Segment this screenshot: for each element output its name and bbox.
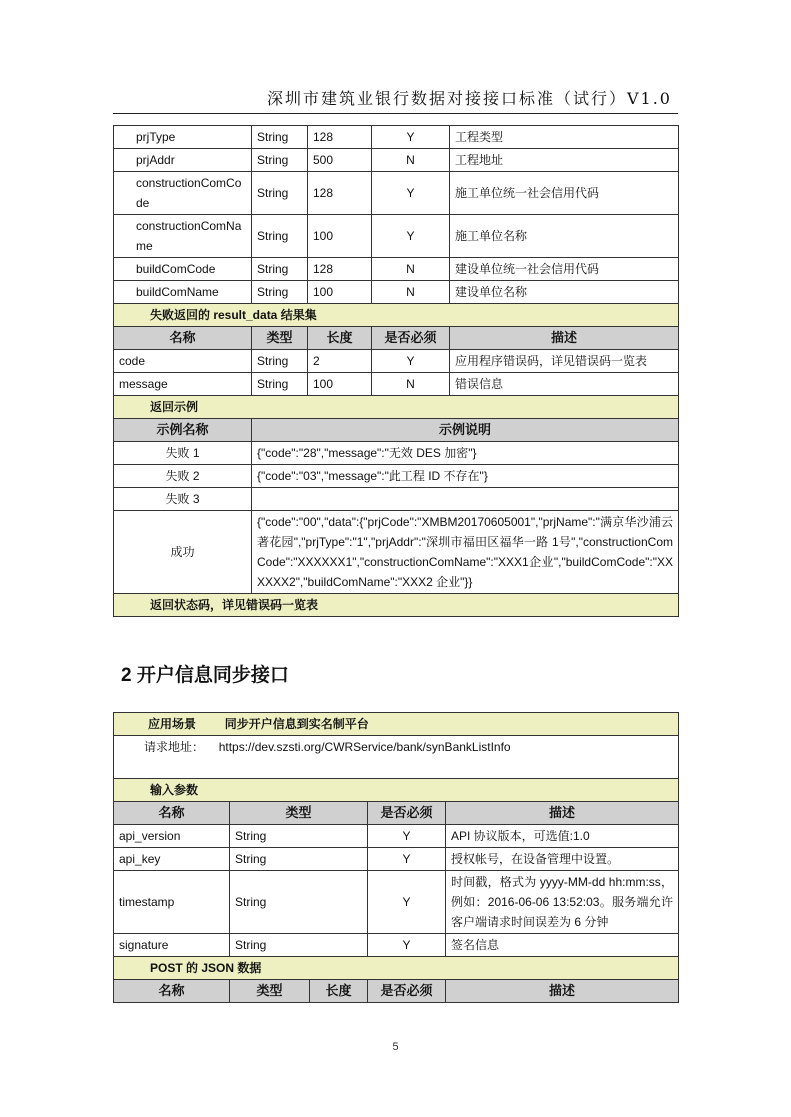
scene-value: 同步开户信息到实名制平台 <box>224 717 369 731</box>
field-name: timestamp <box>114 871 230 934</box>
field-type: String <box>252 149 308 172</box>
column-header-example-desc: 示例说明 <box>252 419 679 442</box>
table-row <box>114 511 679 594</box>
table-row <box>114 934 679 957</box>
field-type: String <box>252 373 308 396</box>
field-name: signature <box>114 934 230 957</box>
example-desc: {"code":"00","data":{"prjCode":"XMBM20170605001","prjName":"满京华沙浦云著花园","prjType":"1","prjAddr":"深圳市福田区福华一路 1号","constructionComCode":"XXXXXX1","constructionComName":"XXX1企业","buildComCode":"XXXXXX2","buildComName":"XXX2 企业"}} <box>252 511 679 594</box>
example-desc <box>252 488 679 511</box>
field-length: 2 <box>308 350 372 373</box>
column-header-required: 是否必须 <box>368 980 446 1003</box>
field-length: 100 <box>308 281 372 304</box>
section-heading: 2 开户信息同步接口 <box>121 665 289 686</box>
column-header-name: 名称 <box>114 327 252 350</box>
table-row <box>114 465 679 488</box>
header-divider <box>113 113 678 114</box>
field-desc: 建设单位名称 <box>450 281 679 304</box>
column-header-length: 长度 <box>308 327 372 350</box>
field-name: api_key <box>114 848 230 871</box>
field-required: Y <box>372 215 450 258</box>
table-row <box>114 281 679 304</box>
field-name: message <box>114 373 252 396</box>
field-type: String <box>252 215 308 258</box>
table-row <box>114 126 679 149</box>
table-row <box>114 258 679 281</box>
field-length: 500 <box>308 149 372 172</box>
field-desc: 时间戳，格式为 yyyy-MM-dd hh:mm:ss，例如：2016-06-06 13:52:03。服务端允许客户端请求时间误差为 6 分钟 <box>446 871 679 934</box>
column-header-required: 是否必须 <box>372 327 450 350</box>
scene-row <box>114 713 679 736</box>
column-header-type: 类型 <box>230 802 368 825</box>
field-desc: API 协议版本，可选值:1.0 <box>446 825 679 848</box>
table-row <box>114 350 679 373</box>
field-type: String <box>230 871 368 934</box>
column-header-desc: 描述 <box>450 327 679 350</box>
table-row <box>114 871 679 934</box>
field-type: String <box>252 172 308 215</box>
field-desc: 施工单位统一社会信用代码 <box>450 172 679 215</box>
field-type: String <box>230 848 368 871</box>
column-header-name: 名称 <box>114 980 230 1003</box>
field-desc: 工程地址 <box>450 149 679 172</box>
column-header-required: 是否必须 <box>368 802 446 825</box>
field-desc: 施工单位名称 <box>450 215 679 258</box>
table-row <box>114 825 679 848</box>
return-example-section: 返回示例 <box>114 396 679 419</box>
column-header-desc: 描述 <box>446 980 679 1003</box>
example-desc: {"code":"03","message":"此工程 ID 不存在"} <box>252 465 679 488</box>
page-number: 5 <box>392 1041 399 1053</box>
table-row <box>114 149 679 172</box>
example-name: 失败 3 <box>114 488 252 511</box>
table-row <box>114 442 679 465</box>
column-header-name: 名称 <box>114 802 230 825</box>
field-required: N <box>372 281 450 304</box>
field-desc: 签名信息 <box>446 934 679 957</box>
field-length: 128 <box>308 126 372 149</box>
table-row <box>114 215 679 258</box>
field-name: constructionComCode <box>114 172 252 215</box>
field-length: 128 <box>308 172 372 215</box>
table-row <box>114 172 679 215</box>
field-name: constructionComName <box>114 215 252 258</box>
field-required: Y <box>372 126 450 149</box>
column-header-desc: 描述 <box>446 802 679 825</box>
field-required: N <box>372 373 450 396</box>
field-type: String <box>252 350 308 373</box>
field-desc: 工程类型 <box>450 126 679 149</box>
field-length: 100 <box>308 215 372 258</box>
field-length: 100 <box>308 373 372 396</box>
table-row <box>114 488 679 511</box>
field-name: api_version <box>114 825 230 848</box>
field-type: String <box>230 934 368 957</box>
field-type: String <box>230 825 368 848</box>
column-header-length: 长度 <box>310 980 368 1003</box>
table-row <box>114 848 679 871</box>
field-type: String <box>252 258 308 281</box>
field-length: 128 <box>308 258 372 281</box>
example-name: 失败 2 <box>114 465 252 488</box>
field-desc: 授权帐号，在设备管理中设置。 <box>446 848 679 871</box>
field-required: Y <box>368 825 446 848</box>
example-name: 失败 1 <box>114 442 252 465</box>
field-name: prjType <box>114 126 252 149</box>
interface-table-1 <box>113 125 679 617</box>
column-header-example-name: 示例名称 <box>114 419 252 442</box>
url-label: 请求地址： <box>144 740 205 754</box>
field-required: Y <box>368 848 446 871</box>
field-name: buildComName <box>114 281 252 304</box>
post-json-section: POST 的 JSON 数据 <box>114 957 679 980</box>
status-code-section: 返回状态码，详见错误码一览表 <box>114 594 679 617</box>
example-desc: {"code":"28","message":"无效 DES 加密"} <box>252 442 679 465</box>
field-name: buildComCode <box>114 258 252 281</box>
table-row <box>114 373 679 396</box>
field-desc: 错误信息 <box>450 373 679 396</box>
field-required: Y <box>372 172 450 215</box>
field-name: code <box>114 350 252 373</box>
column-header-type: 类型 <box>230 980 310 1003</box>
example-name: 成功 <box>114 511 252 594</box>
url-value: https://dev.szsti.org/CWRService/bank/synBankListInfo <box>218 740 511 754</box>
field-type: String <box>252 126 308 149</box>
field-required: Y <box>368 871 446 934</box>
scene-label: 应用场景 <box>148 717 197 731</box>
field-required: N <box>372 258 450 281</box>
field-desc: 建设单位统一社会信用代码 <box>450 258 679 281</box>
field-type: String <box>252 281 308 304</box>
input-params-section: 输入参数 <box>114 779 679 802</box>
field-required: N <box>372 149 450 172</box>
url-row <box>114 736 679 779</box>
field-required: Y <box>372 350 450 373</box>
document-header-title: 深圳市建筑业银行数据对接接口标准（试行）V1.0 <box>266 89 672 108</box>
field-name: prjAddr <box>114 149 252 172</box>
field-required: Y <box>368 934 446 957</box>
fail-result-section: 失败返回的 result_data 结果集 <box>114 304 679 327</box>
field-desc: 应用程序错误码，详见错误码一览表 <box>450 350 679 373</box>
column-header-type: 类型 <box>252 327 308 350</box>
interface-table-2 <box>113 712 679 1003</box>
